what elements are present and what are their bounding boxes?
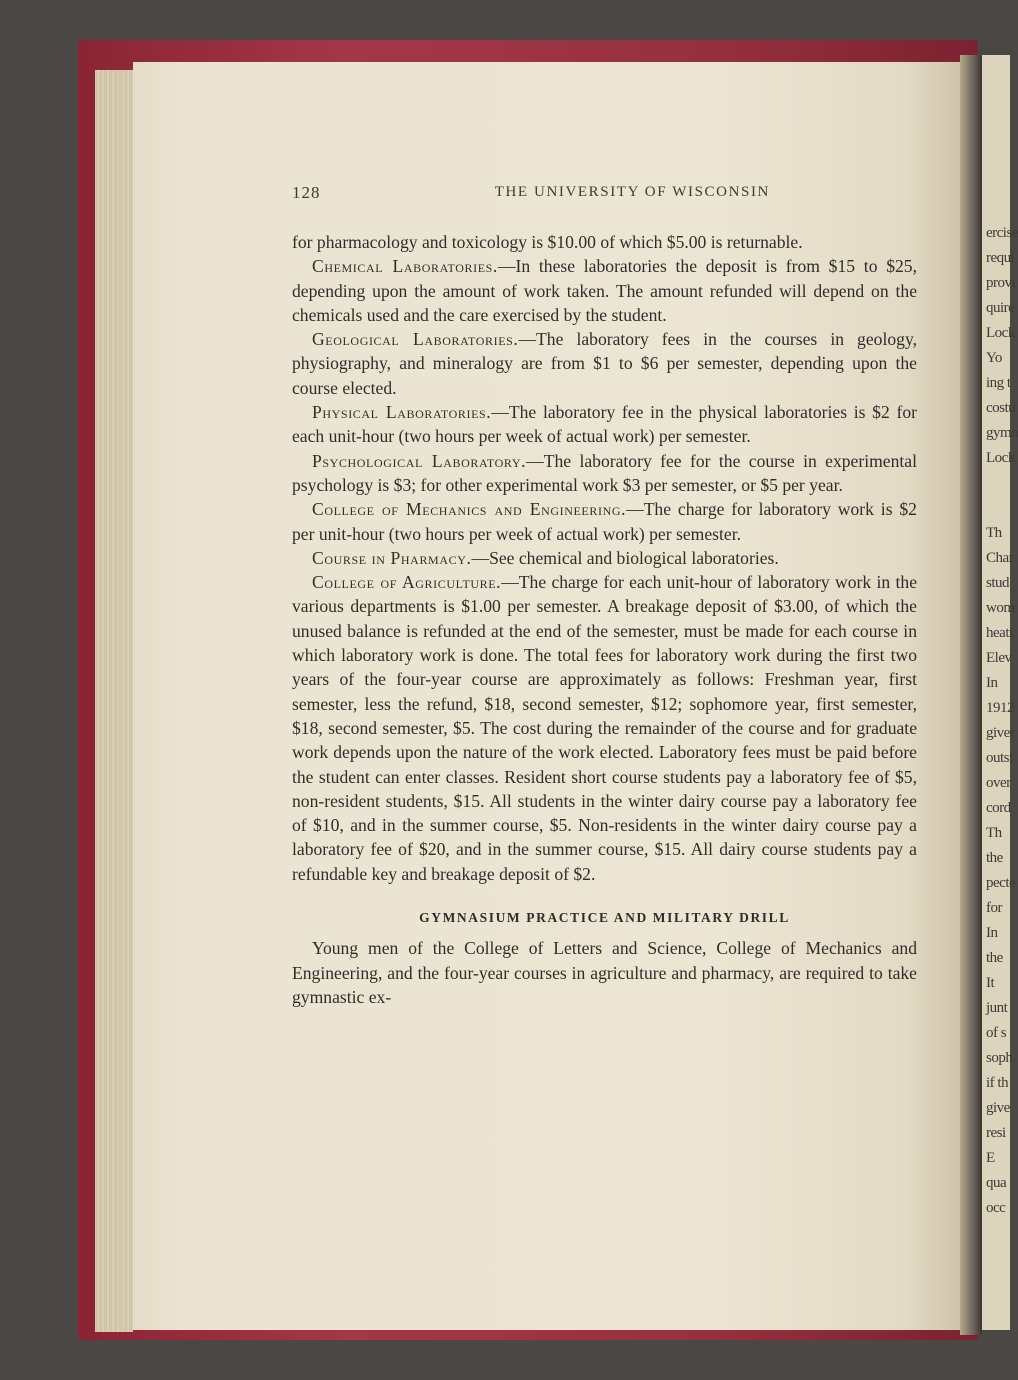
facing-page-text: Lock <box>986 450 1015 466</box>
facing-page-text: quire <box>986 300 1015 316</box>
fee-paragraph <box>292 546 917 570</box>
facing-page-text: the <box>986 850 1003 866</box>
facing-page-text: wom <box>986 600 1015 616</box>
fee-paragraph <box>292 400 917 449</box>
page-edges <box>95 70 133 1332</box>
facing-page-text: junt <box>986 1000 1008 1016</box>
paragraph-heading: Psychological Laboratory. <box>312 450 527 471</box>
facing-page-text: In <box>986 675 998 691</box>
paragraph-heading: College of Mechanics and Engineering. <box>312 499 627 520</box>
fee-paragraph <box>292 254 917 327</box>
opening-paragraph: for pharmacology and toxicology is $10.00 of which $5.00 is returnable. <box>292 232 803 252</box>
facing-page-text: give <box>986 1100 1010 1116</box>
paragraph-body: —The laboratory fee for the course in experimental psychology is $3; for other experimental work $3 per semester, or $5 per year. <box>292 450 917 495</box>
fee-paragraph <box>292 327 917 400</box>
facing-page-text: Th <box>986 525 1002 541</box>
facing-page-text: resi <box>986 1125 1006 1141</box>
page-body <box>292 230 917 1009</box>
paragraph-body: —In these laboratories the deposit is from $15 to $25, depending upon the amount of work taken. The amount refunded will depend on the chemicals used and the care exercised by the student. <box>292 256 917 325</box>
facing-page-text: It <box>986 975 995 991</box>
paragraph-body: —The charge for each unit-hour of laboratory work in the various departments is $1.00 per semester. A breakage deposit of $3.00, of which the unused balance is refunded at the end of the semester, must be made for each course in which laboratory work is done. The total fees for laboratory work during the first two years of the four-year course are approximately as follows: Freshman year, first semester, less the refund, $18, second semester, $12; sophomore year, first semester, $18, second semester, $5. The cost during the remainder of the course and for graduate work depends upon the nature of the work elected. Laboratory fees must be paid before the student can enter classes. Resident short course students pay a laboratory fee of $5, non-resident students, $15. All students in the winter dairy course pay a laboratory fee of $10, and in the summer course, $5. Non-residents in the winter dairy course pay a laboratory fee of $20, and in the summer course, $15. All dairy course students pay a refundable key and breakage deposit of $2. <box>292 572 917 884</box>
section-heading: GYMNASIUM PRACTICE AND MILITARY DRILL <box>419 910 790 926</box>
facing-page-text: of s <box>986 1025 1007 1041</box>
facing-page-text: In <box>986 925 998 941</box>
page-number: 128 <box>292 183 321 202</box>
facing-page-text: for <box>986 900 1002 916</box>
facing-page-text: stud <box>986 575 1010 591</box>
facing-page-text: over <box>986 775 1011 791</box>
paragraph-body: —The laboratory fees in the courses in geology, physiography, and mineralogy are from $1 to $6 per semester, depending upon the course elected. <box>292 329 917 398</box>
facing-page-text: Elev <box>986 650 1012 666</box>
facing-page-text: costu <box>986 400 1016 416</box>
facing-page-fragment <box>982 55 1018 1330</box>
facing-page-text: pecte <box>986 875 1016 891</box>
paragraph-heading: Geological Laboratories. <box>312 329 519 350</box>
facing-page-text: 1912 <box>986 700 1014 716</box>
section-paragraph: Young men of the College of Letters and Science, College of Mechanics and Engineering, and the four-year courses in agriculture and pharmacy, are required to take gymnastic ex- <box>292 938 917 1007</box>
facing-page-text: E <box>986 1150 995 1166</box>
fee-paragraph <box>292 570 917 886</box>
facing-page-text: gymn <box>986 425 1018 441</box>
facing-page-text: heati <box>986 625 1013 641</box>
paragraph-heading: Physical Laboratories. <box>312 402 492 423</box>
paragraph-heading: Course in Pharmacy. <box>312 547 472 568</box>
facing-page-text: Char <box>986 550 1014 566</box>
facing-page-text: soph <box>986 1050 1013 1066</box>
book-gutter <box>960 55 982 1335</box>
facing-page-text: Th <box>986 825 1002 841</box>
facing-page-text: Lock <box>986 325 1015 341</box>
facing-page-text: occ <box>986 1200 1006 1216</box>
facing-page-text: qua <box>986 1175 1007 1191</box>
paragraph-body: —The charge for laboratory work is $2 per unit-hour (two hours per week of actual work) per semester. <box>292 499 917 544</box>
facing-page-text: cord <box>986 800 1011 816</box>
fee-paragraphs <box>292 254 917 886</box>
facing-page-text: requi <box>986 250 1015 266</box>
running-head: THE UNIVERSITY OF WISCONSIN <box>494 184 770 200</box>
fee-paragraph <box>292 497 917 546</box>
facing-page-text: outsi <box>986 750 1013 766</box>
page-header <box>292 183 770 209</box>
facing-page-text: provi <box>986 275 1016 291</box>
paragraph-heading: Chemical Laboratories. <box>312 256 498 277</box>
facing-page-text: ercise <box>986 225 1018 241</box>
facing-page-text: the <box>986 950 1003 966</box>
paragraph-heading: College of Agriculture. <box>312 572 502 593</box>
paragraph-body: —The laboratory fee in the physical laboratories is $2 for each unit-hour (two hours per week of actual work) per semester. <box>292 402 917 447</box>
paragraph-body: —See chemical and biological laboratories. <box>471 547 779 568</box>
facing-page-text: giver <box>986 725 1015 741</box>
facing-page-text: Yo <box>986 350 1002 366</box>
fee-paragraph <box>292 449 917 498</box>
facing-page-text: if th <box>986 1075 1009 1091</box>
facing-page-text: ing t <box>986 375 1011 391</box>
